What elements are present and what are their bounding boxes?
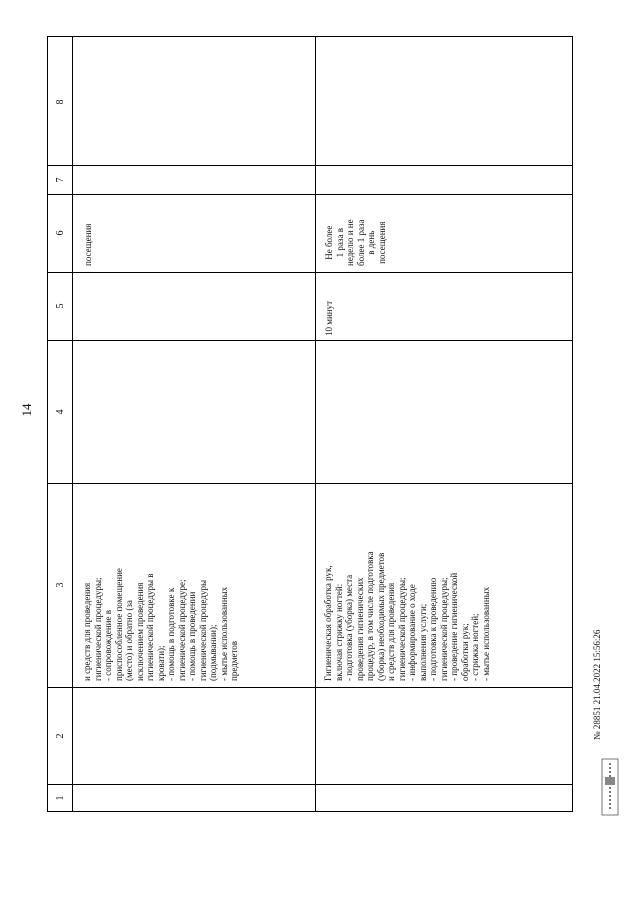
row1-col6-text bbox=[83, 224, 94, 266]
row2-col3-line: - мытье использованных bbox=[480, 586, 491, 681]
col-sep-3-2 bbox=[47, 687, 573, 688]
row2-col3-line: проведения гигиенических bbox=[354, 577, 365, 681]
row1-col3-line: (подмывании); bbox=[208, 624, 218, 681]
row2-col6-line: 1 раза в bbox=[334, 228, 345, 258]
row2-col3-line: гигиенической процедуры; bbox=[438, 577, 449, 681]
header-row-sep bbox=[72, 36, 73, 812]
column-number-5: 5 bbox=[55, 303, 66, 309]
table-border-top bbox=[47, 36, 573, 37]
col-sep-6-5 bbox=[47, 272, 573, 273]
row2-col3-line: процедур, в том числе подготовка bbox=[365, 551, 375, 681]
row1-col3-text bbox=[82, 568, 240, 681]
row2-col3-line: включая стрижку ногтей: bbox=[333, 583, 344, 681]
column-number-4: 4 bbox=[55, 409, 66, 415]
row1-col3-line: гигиенической процедуры в bbox=[145, 573, 155, 681]
col-sep-4-3 bbox=[47, 483, 573, 484]
document-registration-code bbox=[592, 629, 604, 752]
col-sep-2-1 bbox=[47, 784, 573, 785]
row2-col3-line: выполнения услуги; bbox=[417, 603, 428, 681]
row1-col3-line: - помощь в подготовке к bbox=[166, 587, 176, 681]
row2-col6-line: в день bbox=[366, 230, 376, 255]
row1-col3-line: приспособленное помещение bbox=[113, 568, 124, 681]
row1-col3-line: - сопровождение в bbox=[103, 610, 113, 681]
column-number-2: 2 bbox=[55, 733, 66, 739]
column-number-6: 6 bbox=[55, 230, 66, 236]
row2-col3-line: (уборка) необходимых предметов bbox=[375, 552, 386, 681]
row2-col3-line: гигиенической процедуры; bbox=[396, 577, 407, 681]
registration-text: № 28851 21.04.2022 15:56:26 bbox=[592, 629, 602, 740]
row2-col6-line: Не более bbox=[324, 225, 334, 260]
row1-col3-line: кровати); bbox=[155, 645, 166, 681]
row1-col3-line: (место) и обратно (за bbox=[124, 600, 134, 681]
col-sep-8-7 bbox=[47, 165, 573, 166]
row1-col3-line: гигиенической процедуры; bbox=[92, 577, 103, 681]
row2-col5-line: 10 минут bbox=[324, 300, 334, 336]
row2-col3-text bbox=[323, 551, 491, 681]
row1-col3-line: предметов bbox=[229, 640, 239, 681]
service-table bbox=[47, 36, 573, 812]
registry-stamp-icon bbox=[601, 757, 619, 817]
row1-col3-line: гигиенической процедуре; bbox=[176, 579, 187, 681]
table-border-left bbox=[47, 36, 48, 812]
row2-col3-line: - подготовка (уборка) места bbox=[344, 574, 354, 681]
row2-col6-text bbox=[324, 219, 387, 266]
row2-col3-line: и средств для проведения bbox=[386, 582, 396, 681]
column-number-3: 3 bbox=[55, 582, 66, 588]
row2-col3-line: - проведение гигиенической bbox=[449, 572, 459, 681]
col-sep-7-6 bbox=[47, 194, 573, 195]
row1-col3-line: - помощь в проведении bbox=[187, 591, 197, 681]
row1-col3-line: исключением проведения bbox=[134, 582, 145, 681]
row2-col3-line: - информирование о ходе bbox=[407, 584, 417, 681]
row2-col6-line: более 1 раза bbox=[355, 219, 366, 266]
table-border-right bbox=[572, 36, 573, 812]
row2-col6-line: посещения bbox=[376, 221, 387, 264]
row1-col3-line: гигиенической процедуры bbox=[197, 580, 208, 681]
row2-col5-text bbox=[324, 301, 335, 336]
row2-col3-line: обработки рук; bbox=[459, 623, 470, 681]
data-row-sep bbox=[315, 36, 316, 812]
row1-col3-line: - мытье использованных bbox=[218, 586, 229, 681]
page-number: 14 bbox=[19, 403, 34, 417]
table-border-bottom bbox=[47, 811, 573, 812]
row1-col6-line: посещения bbox=[83, 223, 93, 266]
row2-col3-line: - подготовка к проведению bbox=[428, 577, 438, 681]
column-number-7: 7 bbox=[55, 177, 66, 183]
column-number-1: 1 bbox=[55, 795, 66, 801]
row2-col3-line: Гигиеническая обработка рук, bbox=[323, 565, 333, 681]
row1-col3-line: и средств для проведения bbox=[82, 582, 92, 681]
row2-col3-line: - стрижка ногтей; bbox=[470, 613, 480, 681]
column-number-8: 8 bbox=[55, 99, 66, 105]
row2-col6-line: неделю и не bbox=[345, 219, 355, 266]
col-sep-5-4 bbox=[47, 340, 573, 341]
